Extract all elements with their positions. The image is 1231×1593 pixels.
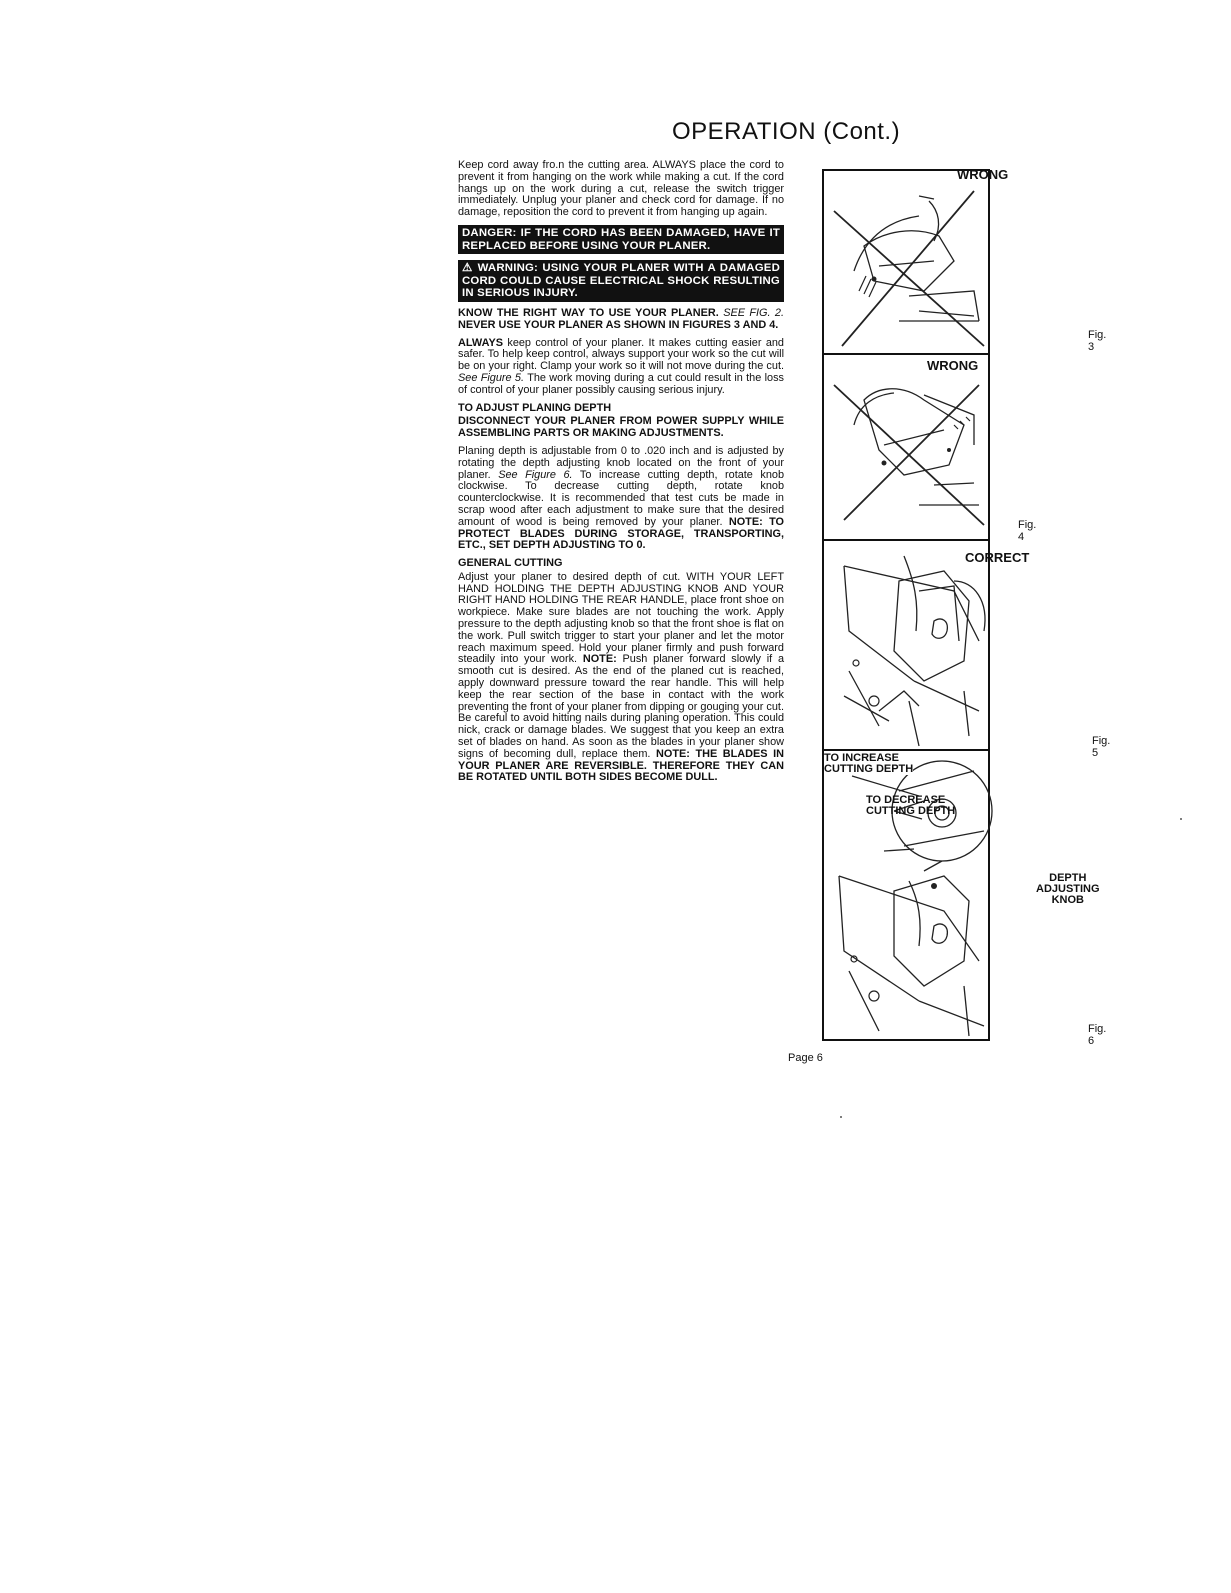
body-text-column xyxy=(458,160,784,790)
figure-5-label: Fig. 5 xyxy=(1092,735,1111,759)
general-text-a: Adjust your planer to desired depth of cut. xyxy=(458,570,681,583)
decrease-depth-callout xyxy=(866,795,955,817)
general-note-2: NOTE: THE BLADES IN YOUR PLANER ARE REVERSIBLE. THEREFORE THEY CAN BE ROTATED UNTIL BOTH SIDES BECOME DULL. xyxy=(458,747,785,784)
control-paragraph xyxy=(458,338,784,397)
figure-3-illustration xyxy=(824,171,988,353)
depth-note: NOTE: TO PROTECT BLADES DURING STORAGE, TRANSPORTING, ETC., SET DEPTH ADJUSTING TO 0. xyxy=(458,515,784,552)
depth-knob-callout xyxy=(1036,873,1100,906)
figure-4-illustration xyxy=(824,355,988,539)
right-way-paragraph xyxy=(458,308,784,332)
control-text-a: keep control of your planer. It makes cutting easier and safer. To help keep control, always support your work so the cut will be on your right. Clamp your work so it will not move during the cut. xyxy=(458,336,784,373)
see-figure-6: See Figure 6. xyxy=(498,468,573,481)
figure-panel xyxy=(822,167,1111,1047)
scan-speck xyxy=(840,1116,842,1118)
see-figure-5: See Figure 5. xyxy=(458,371,525,384)
scan-speck xyxy=(1180,818,1182,820)
right-way-heading: KNOW THE RIGHT WAY TO USE YOUR PLANER. xyxy=(458,306,719,319)
general-cutting-heading: GENERAL CUTTING xyxy=(458,557,563,570)
warning-text: WARNING: USING YOUR PLANER WITH A DAMAGED CORD COULD CAUSE ELECTRICAL SHOCK RESULTING IN SERIOUS INJURY. xyxy=(462,262,780,300)
always-keyword: ALWAYS xyxy=(458,336,503,349)
never-use-text: NEVER USE YOUR PLANER AS SHOWN IN FIGURES 3 AND 4. xyxy=(458,318,779,331)
page-title: OPERATION (Cont.) xyxy=(672,118,901,145)
general-text-d: Push planer forward slowly if a smooth cut is desired. As the end of the planed cut is reached, apply downward pressure toward the rear handle. This will help keep the rear section of the base in contact with the work preventing the front of your planer from dipping or gouging your cut. Be careful to avoid hitting nails during planing operation. This could nick, crack or damage blades. We suggest that you keep an extra set of blades on hand. As soon as the blades in your planer show signs of becoming dull, replace them. xyxy=(458,653,785,760)
general-note-1: NOTE: xyxy=(582,653,617,666)
depth-paragraph xyxy=(458,446,784,552)
figure-4 xyxy=(824,355,1037,543)
disconnect-notice: DISCONNECT YOUR PLANER FROM POWER SUPPLY WHILE ASSEMBLING PARTS OR MAKING ADJUSTMENTS. xyxy=(458,415,784,440)
general-cutting-paragraph xyxy=(458,572,784,784)
figure-4-label: Fig. 4 xyxy=(1018,519,1037,543)
depth-knob-text: DEPTH ADJUSTING KNOB xyxy=(1036,872,1100,906)
depth-text-a: Planing depth is adjustable from 0 to .020 inch and is adjusted by rotating the depth adjusting knob located on the front of your planer. xyxy=(458,444,784,481)
danger-box: DANGER: IF THE CORD HAS BEEN DAMAGED, HAVE IT REPLACED BEFORE USING YOUR PLANER. xyxy=(458,225,784,254)
figure-5-illustration xyxy=(824,541,988,749)
adjust-depth-heading: TO ADJUST PLANING DEPTH xyxy=(458,401,612,414)
figure-5 xyxy=(824,541,1111,759)
general-text-b: WITH YOUR LEFT HAND HOLDING THE DEPTH ADJUSTING KNOB AND YOUR RIGHT HAND HOLDING THE REAR HANDLE, xyxy=(458,570,784,607)
figure-3-label: Fig. 3 xyxy=(1088,329,1107,353)
figure-6-label: Fig. 6 xyxy=(1088,1023,1107,1047)
increase-depth-text: TO INCREASE CUTTING DEPTH xyxy=(824,752,914,775)
decrease-depth-text: TO DECREASE CUTTING DEPTH xyxy=(866,794,956,817)
general-text-c: place front shoe on workpiece. Make sure blades are not touching the work. Apply pressure to the depth adjusting knob so that the front shoe is flat on the work. Pull switch trigger to start your planer and let the motor reach maximum speed. Hold your planer firmly and push forward steadily into your work. xyxy=(458,594,784,666)
see-fig-2: SEE FIG. 2. xyxy=(723,306,784,319)
figure-5-title: CORRECT xyxy=(965,550,1030,565)
figure-6 xyxy=(824,751,1107,1047)
warning-icon: ⚠ xyxy=(462,262,474,275)
depth-text-b: To increase cutting depth, rotate knob clockwise. To decrease cutting depth, rotate knob counterclockwise. It is recommended that test cuts be made in scrap wood after each adjustment to make sure that the desired amount of wood is being removed by your planer. xyxy=(458,468,784,528)
increase-depth-callout xyxy=(824,753,913,775)
page-number: Page 6 xyxy=(788,1052,823,1064)
figure-3 xyxy=(824,167,1107,355)
figure-3-title: WRONG xyxy=(957,167,1009,182)
cord-paragraph: Keep cord away fro.n the cutting area. ALWAYS place the cord to prevent it from hanging on the work while making a cut. If the cord hangs up on the work during a cut, release the switch trigger immediately. Unplug your planer and check cord for damage. If no damage, reposition the cord to prevent it from hanging up again. xyxy=(458,159,784,219)
warning-box xyxy=(458,260,784,302)
figure-4-title: WRONG xyxy=(927,358,979,373)
control-text-b: The work moving during a cut could result in the loss of control of your planer possibly causing serious injury. xyxy=(458,371,784,396)
